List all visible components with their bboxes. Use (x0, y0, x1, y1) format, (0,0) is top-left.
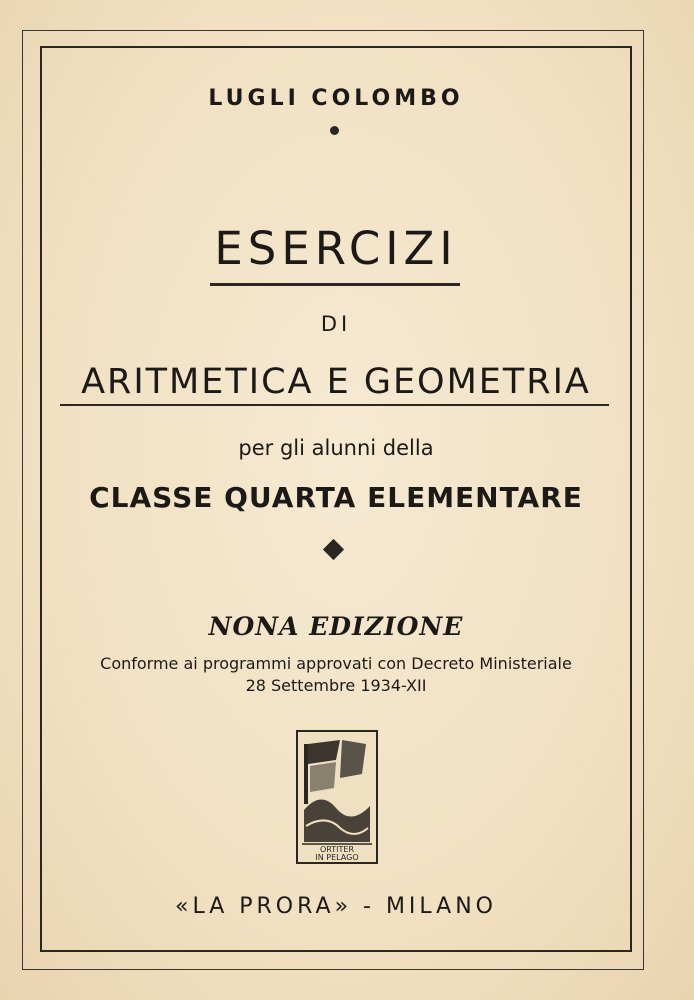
emblem-motto-line2: IN PELAGO (315, 853, 359, 862)
conformity-line: Conforme ai programmi approvati con Decreto Ministeriale (100, 654, 572, 673)
class-line: CLASSE QUARTA ELEMENTARE (89, 481, 583, 514)
decree-date: 28 Settembre 1934-XII (245, 676, 427, 695)
publisher-emblem-icon (296, 730, 378, 864)
audience-line: per gli alunni della (238, 436, 434, 460)
subject-underline (60, 404, 609, 406)
author-name: LUGLI COLOMBO (208, 86, 464, 111)
ornament-dot (330, 126, 339, 135)
title-underline (210, 283, 460, 286)
book-subject: ARITMETICA E GEOMETRIA (81, 362, 591, 402)
title-connector: DI (320, 312, 352, 336)
publisher-line: «LA PRORA» - MILANO (174, 894, 498, 919)
edition-label: NONA EDIZIONE (208, 612, 464, 641)
emblem-motto-line1: ORTITER (319, 845, 355, 854)
book-title: ESERCIZI (214, 222, 458, 275)
